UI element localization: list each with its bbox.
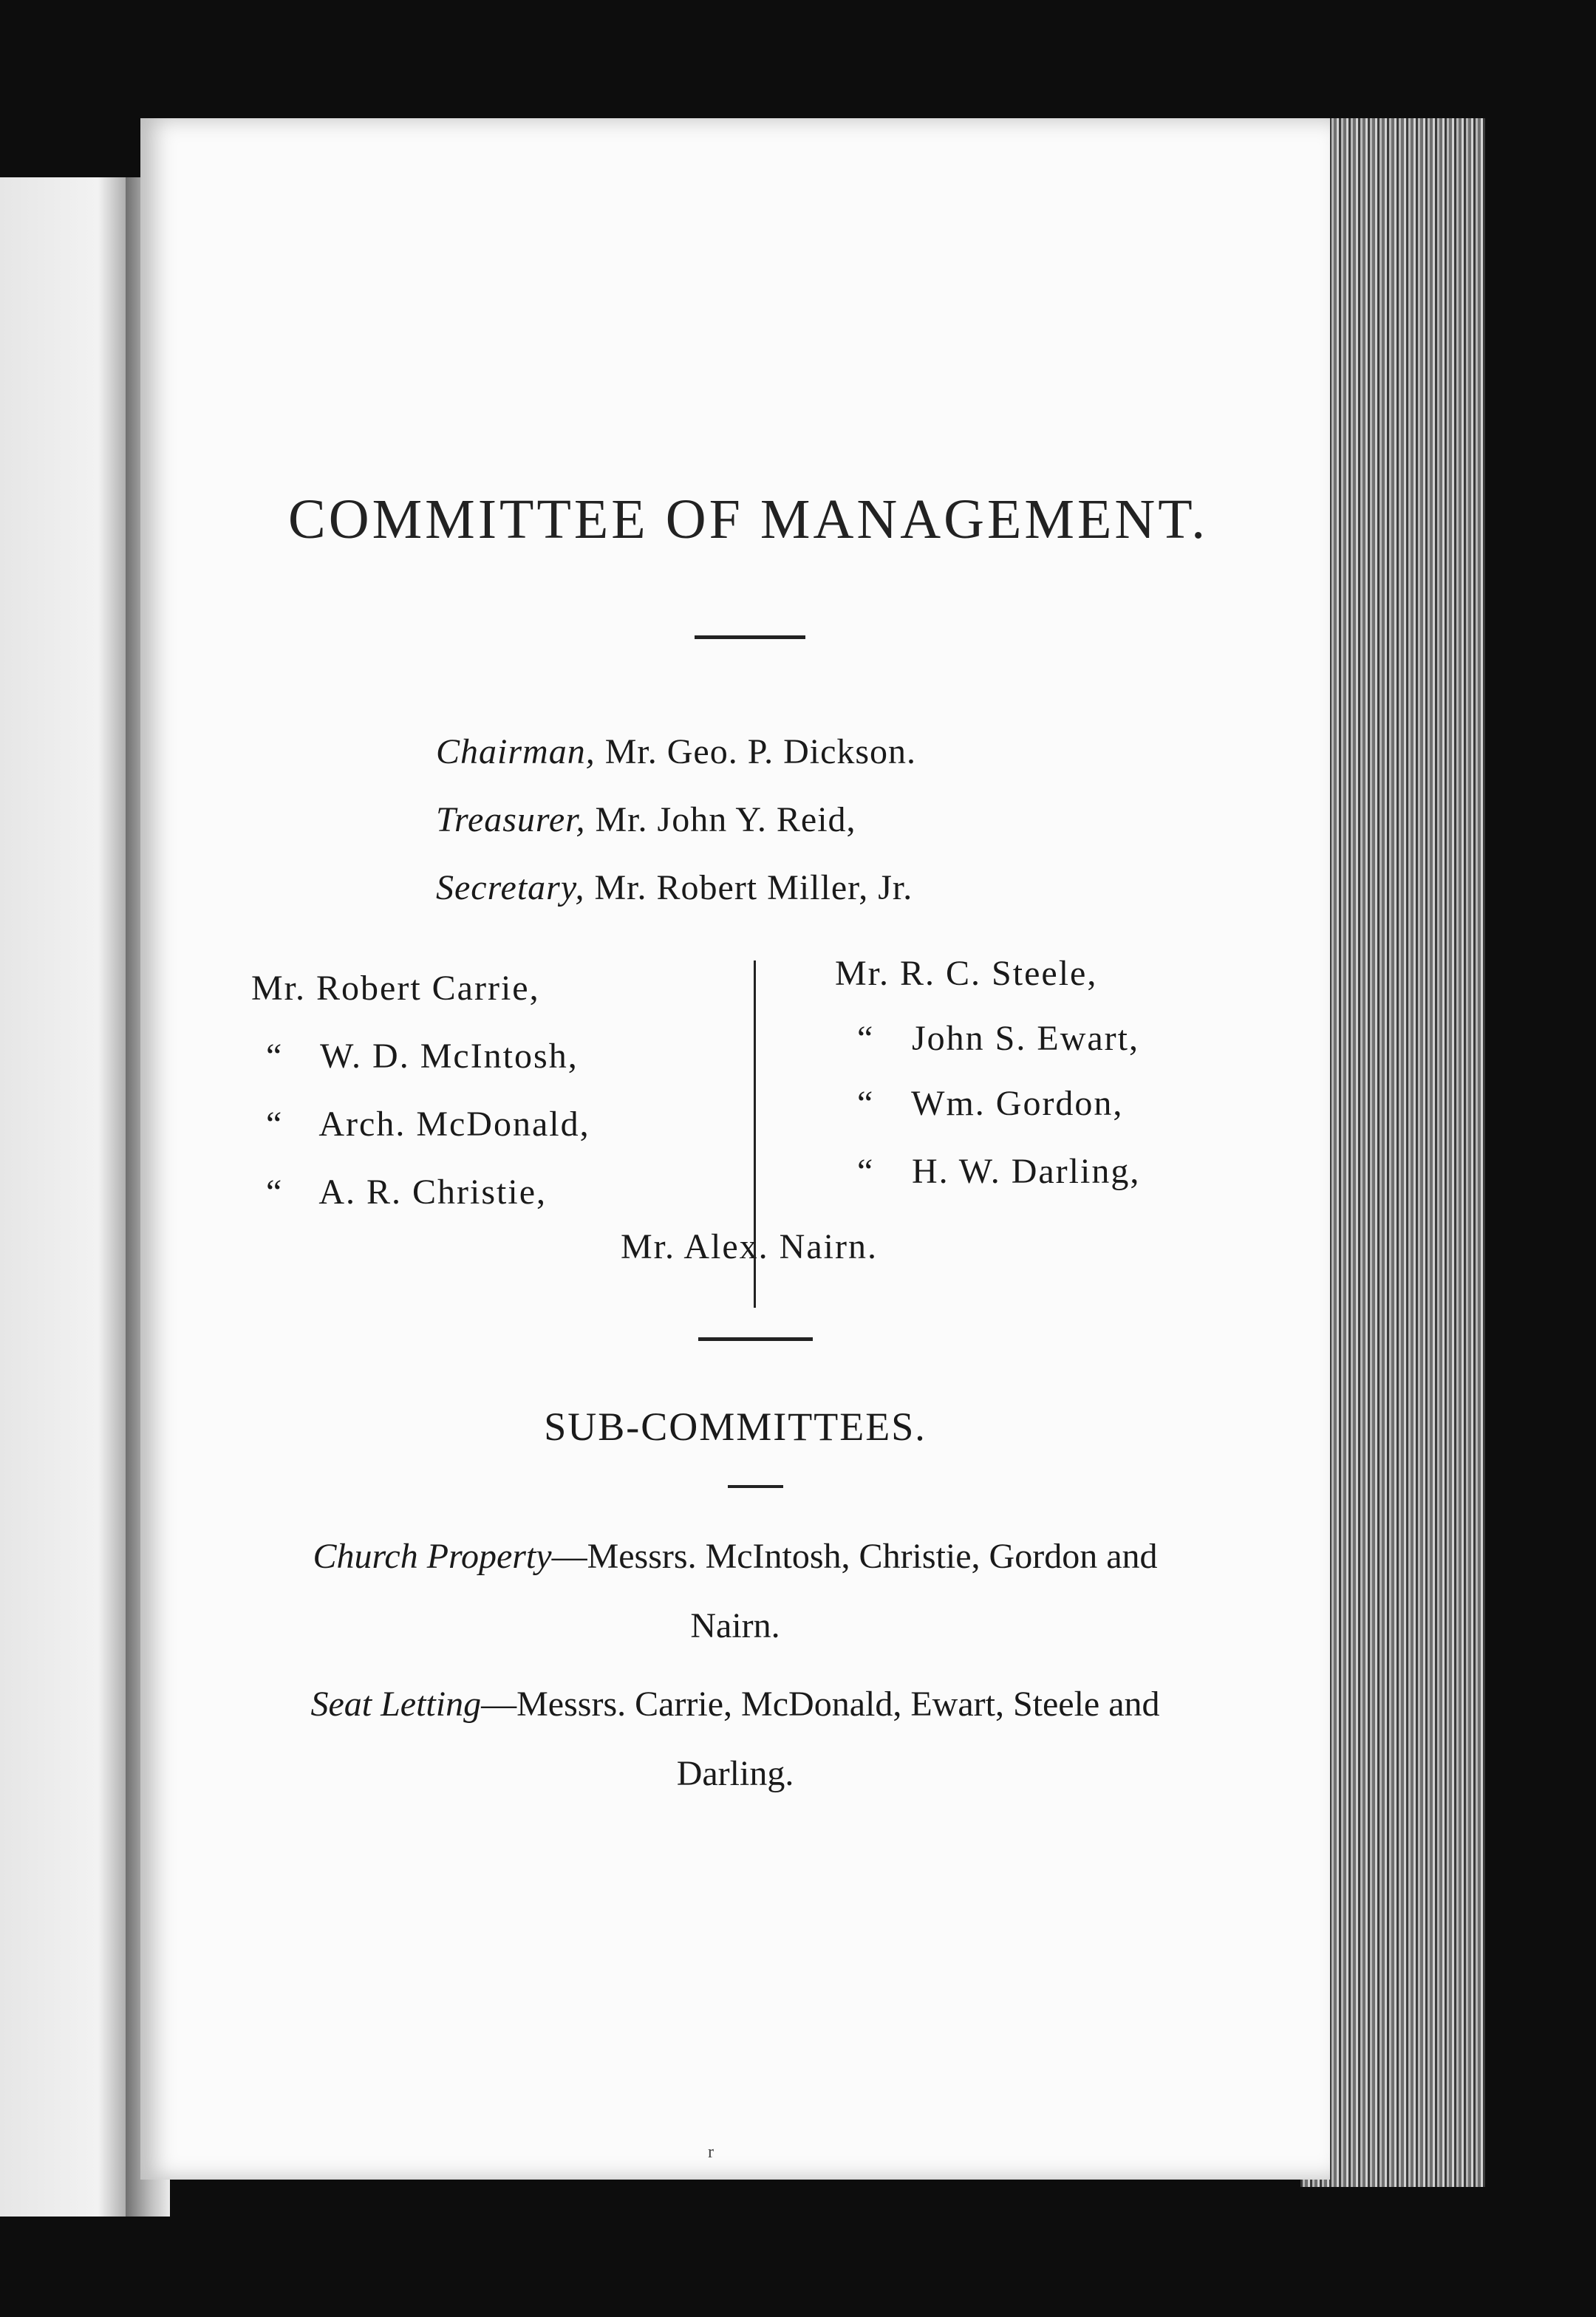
officer-secretary [436, 867, 953, 908]
title-rule [695, 635, 805, 639]
member-name: Robert Carrie, [316, 969, 540, 1008]
officer-chairman [436, 731, 953, 772]
officer-treasurer [436, 799, 953, 840]
ditto-mark: “ [266, 1037, 284, 1076]
officer-role: Secretary, [436, 868, 585, 907]
officer-name: Mr. Robert Miller, Jr. [594, 868, 913, 907]
member-left [266, 1104, 590, 1144]
officer-role: Chairman, [436, 732, 596, 771]
subcommittee-members: —Messrs. Carrie, McDonald, Ewart, Steele and Darling. [481, 1685, 1160, 1793]
member-name: W. D. McIntosh, [320, 1037, 579, 1076]
subsection-rule [728, 1485, 783, 1488]
member-final: Mr. Alex. Nairn. [621, 1227, 878, 1266]
book-page [140, 118, 1330, 2180]
member-left [251, 968, 540, 1009]
member-name: H. W. Darling, [912, 1152, 1141, 1191]
member-right [857, 1018, 1139, 1059]
officer-name: Mr. Geo. P. Dickson. [604, 732, 917, 771]
page-mark: r [708, 2143, 714, 2162]
member-name: A. R. Christie, [318, 1173, 548, 1212]
ditto-mark: “ [857, 1019, 875, 1058]
member-left [266, 1172, 547, 1212]
subcommittee-role: Seat Letting [310, 1685, 482, 1724]
member-name: R. C. Steele, [900, 954, 1098, 993]
section-rule [698, 1337, 813, 1341]
member-right [857, 1083, 1123, 1124]
ditto-mark: “ [266, 1105, 284, 1144]
subcommittee-entry [273, 1670, 1197, 1809]
member-name: Arch. McDonald, [318, 1105, 590, 1144]
section-title: SUB-COMMITTEES. [544, 1405, 927, 1449]
member-right [835, 953, 1097, 994]
officer-role: Treasurer, [436, 800, 586, 839]
member-name: Wm. Gordon, [911, 1084, 1124, 1123]
subcommittee-role: Church Property [313, 1537, 552, 1576]
officer-name: Mr. John Y. Reid, [595, 800, 856, 839]
ditto-mark: “ [857, 1152, 875, 1191]
ditto-mark: “ [266, 1173, 284, 1212]
member-prefix: Mr. [835, 954, 890, 993]
subcommittee-members: —Messrs. McIntosh, Christie, Gordon and Nairn. [551, 1537, 1158, 1645]
page-title: COMMITTEE OF MANAGEMENT. [288, 488, 1209, 550]
member-name: John S. Ewart, [912, 1019, 1139, 1058]
member-prefix: Mr. [251, 969, 307, 1008]
subcommittee-entry [273, 1522, 1197, 1661]
member-right [857, 1151, 1140, 1192]
ditto-mark: “ [857, 1084, 875, 1123]
left-page [0, 177, 140, 2217]
member-left [266, 1036, 579, 1076]
